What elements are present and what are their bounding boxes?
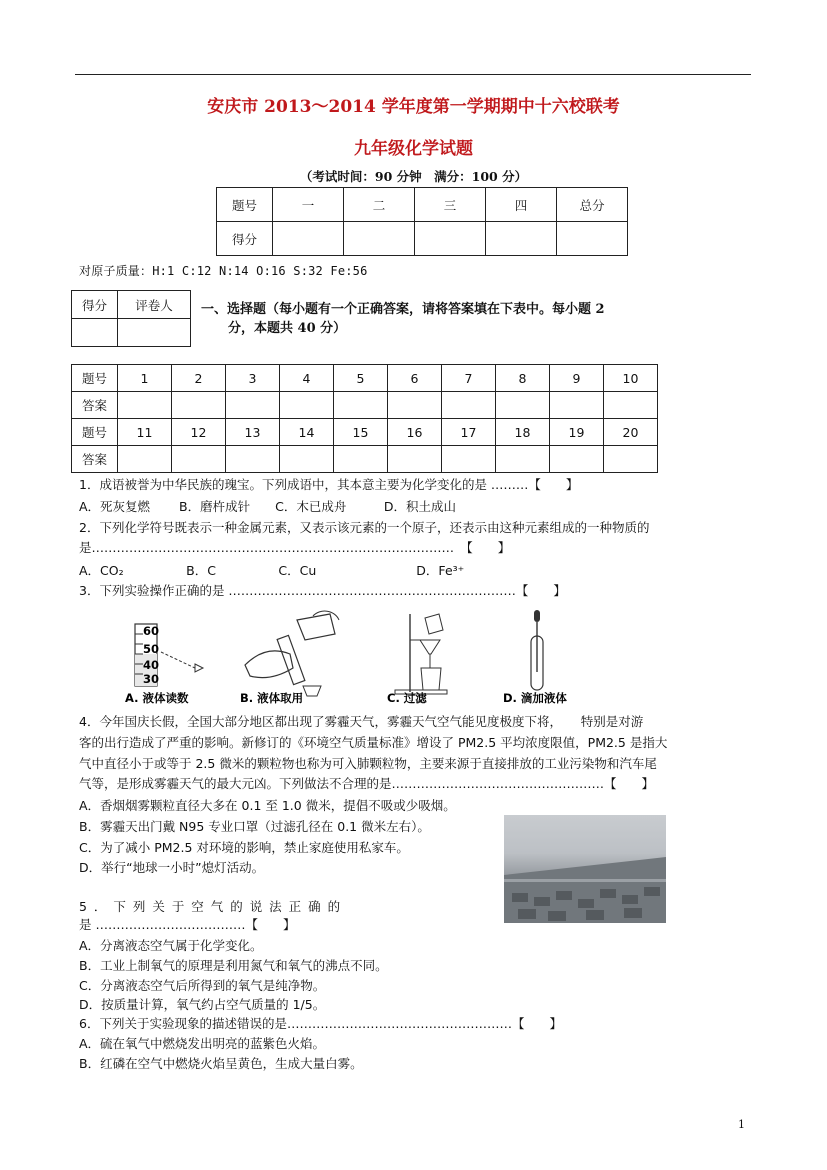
answer-cell[interactable] <box>172 446 226 473</box>
answer-cell[interactable] <box>334 392 388 419</box>
question-2-line2: 是…………………………………………………………………………… 【 】 <box>79 540 511 555</box>
answer-cell[interactable] <box>334 446 388 473</box>
question-1: 1．成语被誉为中华民族的瑰宝。下列成语中，其本意主要为化学变化的是 ………【 】 <box>79 477 579 492</box>
answer-cell[interactable] <box>550 392 604 419</box>
question-number: 5 <box>334 365 388 392</box>
score-header-cell: 二 <box>344 188 415 222</box>
score-header-cell: 题号 <box>217 188 273 222</box>
grader-score-cell[interactable] <box>72 319 118 347</box>
question-number: 14 <box>280 419 334 446</box>
score-cell[interactable] <box>557 222 628 256</box>
question-4-line2: 客的出行造成了严重的影响。新修订的《环境空气质量标准》增设了 PM2.5 平均浓度限值，PM2.5 是指大 <box>79 735 668 750</box>
answer-number-row <box>72 419 658 446</box>
atomic-masses: 对原子质量：H:1 C:12 N:14 O:16 S:32 Fe:56 <box>79 264 368 278</box>
question-4-line4: 气等，是形成雾霾天气的最大元凶。下列做法不合理的是……………………………………………【 】 <box>79 776 655 791</box>
answer-cell[interactable] <box>442 392 496 419</box>
pouring-hand-icon <box>245 611 339 696</box>
option-b-label: B. 液体取用 <box>240 691 304 705</box>
question-4-line3: 气中直径小于或等于 2.5 微米的颗粒物也称为可入肺颗粒物，主要来源于直接排放的工业污染物和汽车尾 <box>79 756 657 771</box>
question-number: 10 <box>604 365 658 392</box>
question-number: 2 <box>172 365 226 392</box>
question-number: 6 <box>388 365 442 392</box>
scale-label: 30 <box>143 672 160 686</box>
answer-row <box>72 446 658 473</box>
answer-row-label: 题号 <box>72 419 118 446</box>
section-1-line1: 一、选择题（每小题有一个正确答案，请将答案填在下表中。每小题 2 <box>201 302 605 317</box>
answer-cell[interactable] <box>388 392 442 419</box>
score-table <box>216 187 628 256</box>
score-header-cell: 四 <box>486 188 557 222</box>
question-number: 12 <box>172 419 226 446</box>
question-number: 15 <box>334 419 388 446</box>
exam-info: （考试时间：90 分钟 满分：100 分） <box>299 169 528 184</box>
answer-cell[interactable] <box>442 446 496 473</box>
answer-cell[interactable] <box>118 446 172 473</box>
question-5-option: D．按质量计算，氧气约占空气质量的 1/5。 <box>79 997 326 1012</box>
option-c-label: C. 过滤 <box>387 691 427 705</box>
exam-title: 安庆市 2013～2014 学年度第一学期期中十六校联考 <box>207 97 620 117</box>
score-header-row <box>217 188 628 222</box>
question-3: 3．下列实验操作正确的是 ……………………………………………………………【 】 <box>79 583 566 598</box>
question-number: 1 <box>118 365 172 392</box>
question-4-option: C．为了减小 PM2.5 对环境的影响，禁止家庭使用私家车。 <box>79 840 409 855</box>
question-4-option: A．香烟烟雾颗粒直径大多在 0.1 至 1.0 微米，提倡不吸或少吸烟。 <box>79 798 456 813</box>
question-number: 20 <box>604 419 658 446</box>
answer-table <box>71 364 658 473</box>
option-a-label: A. 液体读数 <box>125 691 189 705</box>
option-d-label: D. 滴加液体 <box>503 691 567 705</box>
question-number: 13 <box>226 419 280 446</box>
question-number: 3 <box>226 365 280 392</box>
answer-cell[interactable] <box>226 446 280 473</box>
answer-cell[interactable] <box>604 446 658 473</box>
question-number: 11 <box>118 419 172 446</box>
answer-cell[interactable] <box>496 392 550 419</box>
smog-traffic-photo <box>504 815 666 923</box>
grader-name-label: 评卷人 <box>118 291 191 319</box>
answer-row-label: 答案 <box>72 446 118 473</box>
exam-subtitle: 九年级化学试题 <box>354 139 473 159</box>
question-number: 7 <box>442 365 496 392</box>
answer-cell[interactable] <box>604 392 658 419</box>
question-4-option: B．雾霾天出门戴 N95 专业口罩（过滤孔径在 0.1 微米左右）。 <box>79 819 430 834</box>
grader-table <box>71 290 191 347</box>
question-number: 17 <box>442 419 496 446</box>
answer-cell[interactable] <box>172 392 226 419</box>
question-5-line1: 5 ． 下 列 关 于 空 气 的 说 法 正 确 的 <box>79 899 342 914</box>
dropper-test-tube-icon <box>531 610 543 690</box>
scale-label: 60 <box>143 624 160 638</box>
filtration-apparatus-icon <box>395 614 447 694</box>
answer-cell[interactable] <box>388 446 442 473</box>
answer-cell[interactable] <box>226 392 280 419</box>
answer-cell[interactable] <box>118 392 172 419</box>
answer-row-label: 答案 <box>72 392 118 419</box>
question-2-line1: 2．下列化学符号既表示一种金属元素，又表示该元素的一个原子，还表示由这种元素组成的一种物质的 <box>79 520 650 535</box>
question-1-options: A．死灰复燃 B．磨杵成针 C．木已成舟 D．积土成山 <box>79 499 456 514</box>
answer-number-row <box>72 365 658 392</box>
question-5-option: A．分离液态空气属于化学变化。 <box>79 938 263 953</box>
question-number: 18 <box>496 419 550 446</box>
score-cell[interactable] <box>344 222 415 256</box>
score-row-label: 得分 <box>217 222 273 256</box>
answer-cell[interactable] <box>550 446 604 473</box>
section-1-line2: 分，本题共 40 分） <box>228 321 347 336</box>
question-4-line1: 4．今年国庆长假，全国大部分地区都出现了雾霾天气，雾霾天气空气能见度极度下将， 特别是对游 <box>79 714 644 729</box>
lab-operations-figure <box>125 610 595 708</box>
question-number: 19 <box>550 419 604 446</box>
answer-cell[interactable] <box>496 446 550 473</box>
grader-score-label: 得分 <box>72 291 118 319</box>
question-2-options: A．CO₂ B．C C．Cu D．Fe³⁺ <box>79 563 465 578</box>
answer-row-label: 题号 <box>72 365 118 392</box>
scale-label: 40 <box>143 658 160 672</box>
question-4-option: D．举行“地球一小时”熄灯活动。 <box>79 860 265 875</box>
question-6-option: B．红磷在空气中燃烧火焰呈黄色，生成大量白雾。 <box>79 1056 363 1071</box>
header-rule <box>75 74 751 75</box>
score-header-cell: 三 <box>415 188 486 222</box>
question-6-option: A．硫在氧气中燃烧发出明亮的蓝紫色火焰。 <box>79 1036 326 1051</box>
section-1-heading <box>201 300 656 338</box>
score-header-cell: 一 <box>273 188 344 222</box>
question-6: 6．下列关于实验现象的描述错误的是………………………………………………【 】 <box>79 1016 562 1031</box>
score-header-cell: 总分 <box>557 188 628 222</box>
answer-cell[interactable] <box>280 392 334 419</box>
question-number: 4 <box>280 365 334 392</box>
question-number: 9 <box>550 365 604 392</box>
page-number: 1 <box>738 1118 745 1131</box>
score-cell[interactable] <box>273 222 344 256</box>
score-cell[interactable] <box>415 222 486 256</box>
score-cell[interactable] <box>486 222 557 256</box>
grader-name-cell[interactable] <box>118 319 191 347</box>
question-number: 16 <box>388 419 442 446</box>
question-number: 8 <box>496 365 550 392</box>
answer-row <box>72 392 658 419</box>
question-5-line2: 是 ………………………………【 】 <box>79 917 296 932</box>
scale-label: 50 <box>143 642 160 656</box>
question-5-option: B．工业上制氧气的原理是利用氮气和氧气的沸点不同。 <box>79 958 388 973</box>
score-row <box>217 222 628 256</box>
question-5-option: C．分离液态空气后所得到的氧气是纯净物。 <box>79 978 326 993</box>
answer-cell[interactable] <box>280 446 334 473</box>
